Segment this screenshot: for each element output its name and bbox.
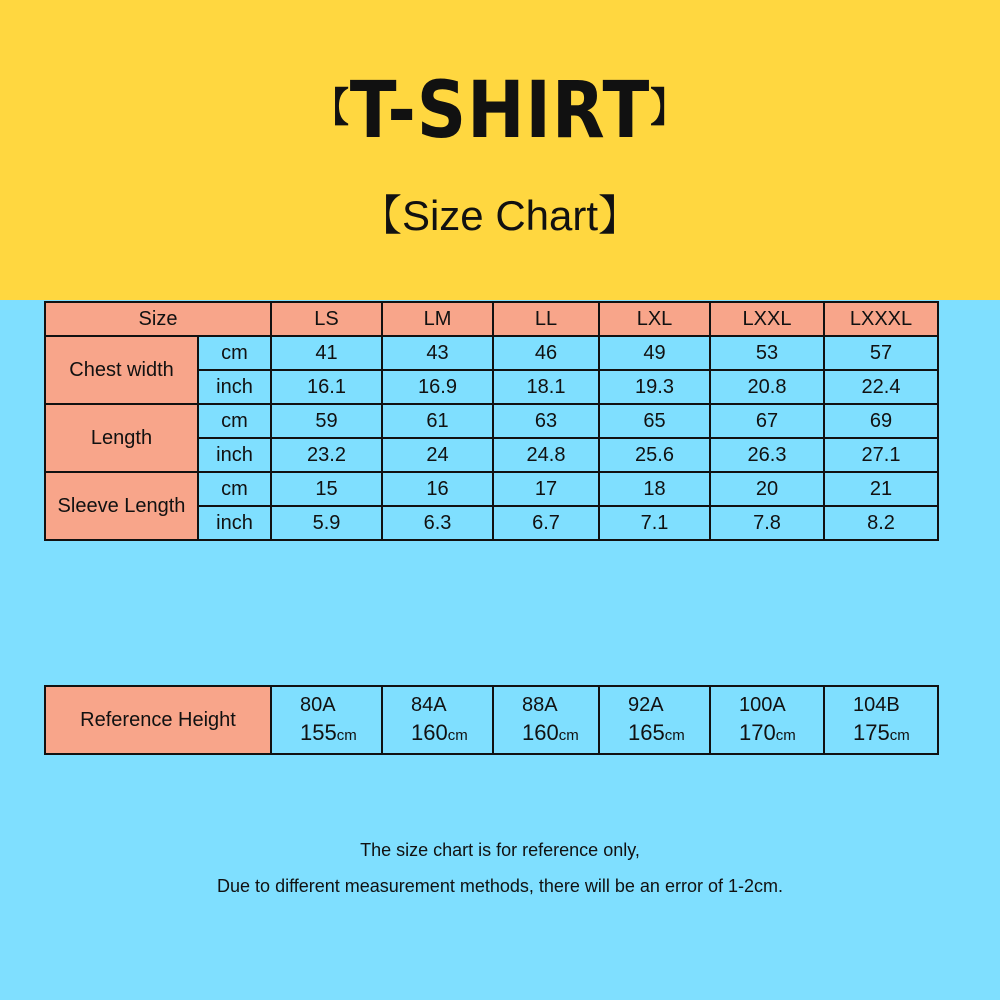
table-cell: 49: [599, 336, 710, 370]
size-header-cell: LXXL: [710, 302, 824, 336]
table-cell: 59: [271, 404, 382, 438]
reference-code: 100A: [739, 693, 786, 716]
reference-cell: [493, 686, 599, 754]
table-row: [45, 336, 938, 370]
unit-label: inch: [198, 370, 271, 404]
table-cell: 26.3: [710, 438, 824, 472]
table-cell: 18.1: [493, 370, 599, 404]
table-cell: 8.2: [824, 506, 938, 540]
table-cell: 7.8: [710, 506, 824, 540]
page-subtitle: 【Size Chart】: [359, 192, 641, 239]
unit-label: inch: [198, 438, 271, 472]
size-header-row: [45, 302, 938, 336]
table-cell: 61: [382, 404, 493, 438]
size-header-cell: LS: [271, 302, 382, 336]
reference-code: 104B: [853, 693, 900, 716]
table-cell: 43: [382, 336, 493, 370]
measure-label-length: Length: [45, 404, 198, 472]
table-cell: 7.1: [599, 506, 710, 540]
table-cell: 18: [599, 472, 710, 506]
reference-height-table: [44, 685, 939, 755]
table-cell: 21: [824, 472, 938, 506]
table-cell: 6.3: [382, 506, 493, 540]
reference-unit: cm: [558, 726, 579, 744]
size-header-cell: LM: [382, 302, 493, 336]
table-cell: 16.9: [382, 370, 493, 404]
header-banner: [0, 0, 1000, 300]
reference-height-value: 165: [628, 719, 665, 745]
reference-code: 88A: [522, 693, 558, 716]
reference-cell: [710, 686, 824, 754]
table-cell: 53: [710, 336, 824, 370]
table-cell: 25.6: [599, 438, 710, 472]
size-header-cell: LXXXL: [824, 302, 938, 336]
table-cell: 19.3: [599, 370, 710, 404]
table-row: [45, 472, 938, 506]
note-line-2: Due to different measurement methods, there will be an error of 1-2cm.: [217, 876, 783, 896]
reference-cell: [599, 686, 710, 754]
title-text: T-SHIRT: [349, 66, 651, 156]
measure-label-sleeve: Sleeve Length: [45, 472, 198, 540]
table-cell: 57: [824, 336, 938, 370]
table-cell: 63: [493, 404, 599, 438]
unit-label: cm: [198, 472, 271, 506]
table-cell: 24.8: [493, 438, 599, 472]
table-cell: 5.9: [271, 506, 382, 540]
size-header-label: Size: [45, 302, 271, 336]
reference-unit: cm: [336, 726, 357, 744]
table-cell: 69: [824, 404, 938, 438]
table-cell: 46: [493, 336, 599, 370]
table-cell: 20: [710, 472, 824, 506]
table-cell: 23.2: [271, 438, 382, 472]
reference-cell: [271, 686, 382, 754]
table-cell: 20.8: [710, 370, 824, 404]
reference-code: 84A: [411, 693, 447, 716]
reference-height-label: Reference Height: [45, 686, 271, 754]
table-cell: 15: [271, 472, 382, 506]
measure-label-chest: Chest width: [45, 336, 198, 404]
reference-height-value: 160: [411, 719, 448, 745]
table-cell: 67: [710, 404, 824, 438]
table-cell: 22.4: [824, 370, 938, 404]
unit-label: cm: [198, 404, 271, 438]
size-chart-table: [44, 301, 939, 541]
reference-code: 80A: [300, 693, 336, 716]
table-cell: 24: [382, 438, 493, 472]
reference-height-value: 155: [300, 719, 337, 745]
table-cell: 65: [599, 404, 710, 438]
reference-cell: [824, 686, 938, 754]
table-cell: 6.7: [493, 506, 599, 540]
size-header-cell: LXL: [599, 302, 710, 336]
reference-cell: [382, 686, 493, 754]
reference-height-value: 175: [853, 719, 890, 745]
unit-label: inch: [198, 506, 271, 540]
reference-unit: cm: [664, 726, 685, 744]
table-cell: 17: [493, 472, 599, 506]
table-row: [45, 404, 938, 438]
reference-unit: cm: [889, 726, 910, 744]
reference-unit: cm: [775, 726, 796, 744]
title-bracket-open: 【: [313, 85, 350, 131]
reference-code: 92A: [628, 693, 664, 716]
table-cell: 41: [271, 336, 382, 370]
reference-unit: cm: [447, 726, 468, 744]
table-row: [45, 686, 938, 754]
unit-label: cm: [198, 336, 271, 370]
reference-height-value: 160: [522, 719, 559, 745]
table-cell: 16.1: [271, 370, 382, 404]
page-title: [60, 58, 940, 161]
reference-height-value: 170: [739, 719, 776, 745]
table-cell: 16: [382, 472, 493, 506]
table-cell: 27.1: [824, 438, 938, 472]
title-bracket-close: 】: [650, 85, 687, 131]
note-line-1: The size chart is for reference only,: [360, 840, 640, 860]
size-header-cell: LL: [493, 302, 599, 336]
